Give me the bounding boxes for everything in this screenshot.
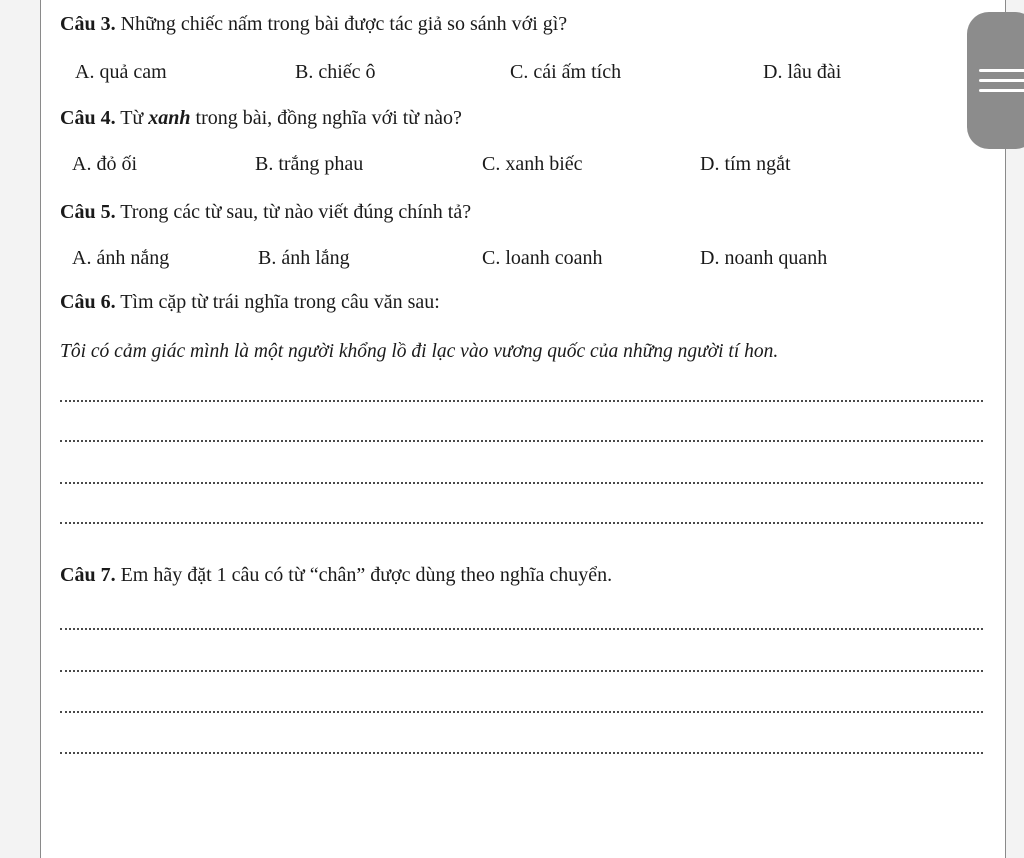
answer-line-q6-3 — [60, 482, 983, 484]
question-5 — [60, 200, 471, 224]
answer-line-q7-1 — [60, 628, 983, 630]
question-3-label: Câu 3. — [60, 13, 116, 35]
question-6 — [60, 290, 440, 314]
q5-option-d: D. noanh quanh — [700, 247, 828, 269]
answer-line-q6-2 — [60, 440, 983, 442]
question-3 — [60, 12, 567, 36]
drag-grip-icon — [979, 79, 1024, 82]
q3-option-b: B. chiếc ô — [295, 61, 376, 83]
question-6-sentence: Tôi có cảm giác mình là một người khổng lồ đi lạc vào vương quốc của những người tí hon. — [60, 341, 779, 362]
question-4-keyword: xanh — [148, 107, 191, 129]
answer-line-q7-4 — [60, 752, 983, 754]
question-4 — [60, 106, 462, 130]
question-6-label: Câu 6. — [60, 291, 116, 313]
answer-line-q6-4 — [60, 522, 983, 524]
question-4-text-before: Từ — [115, 107, 149, 129]
answer-line-q6-1 — [60, 400, 983, 402]
q5-option-c: C. loanh coanh — [482, 247, 603, 269]
q4-option-a: A. đỏ ối — [72, 153, 137, 175]
question-7-text: Em hãy đặt 1 câu có từ “chân” được dùng theo nghĩa chuyển. — [115, 564, 613, 586]
drag-grip-icon — [979, 69, 1024, 72]
drag-grip-icon — [979, 89, 1024, 92]
scroll-handle[interactable] — [967, 12, 1024, 149]
question-5-label: Câu 5. — [60, 201, 116, 223]
q3-option-c: C. cái ấm tích — [510, 61, 622, 83]
question-4-text-after: trong bài, đồng nghĩa với từ nào? — [190, 107, 462, 129]
question-6-text: Tìm cặp từ trái nghĩa trong câu văn sau: — [115, 291, 440, 313]
q4-option-c: C. xanh biếc — [482, 153, 583, 175]
question-4-label: Câu 4. — [60, 107, 116, 129]
q3-option-d: D. lâu đài — [763, 61, 842, 83]
q4-option-d: D. tím ngắt — [700, 153, 791, 175]
q3-option-a: A. quả cam — [75, 61, 167, 83]
question-3-text: Những chiếc nấm trong bài được tác giả so sánh với gì? — [115, 13, 568, 35]
question-5-text: Trong các từ sau, từ nào viết đúng chính tả? — [115, 201, 472, 223]
q4-option-b: B. trắng phau — [255, 153, 364, 175]
answer-line-q7-2 — [60, 670, 983, 672]
question-7 — [60, 563, 612, 587]
question-7-label: Câu 7. — [60, 564, 116, 586]
answer-line-q7-3 — [60, 711, 983, 713]
q5-option-b: B. ánh lắng — [258, 247, 350, 269]
q5-option-a: A. ánh nắng — [72, 247, 170, 269]
